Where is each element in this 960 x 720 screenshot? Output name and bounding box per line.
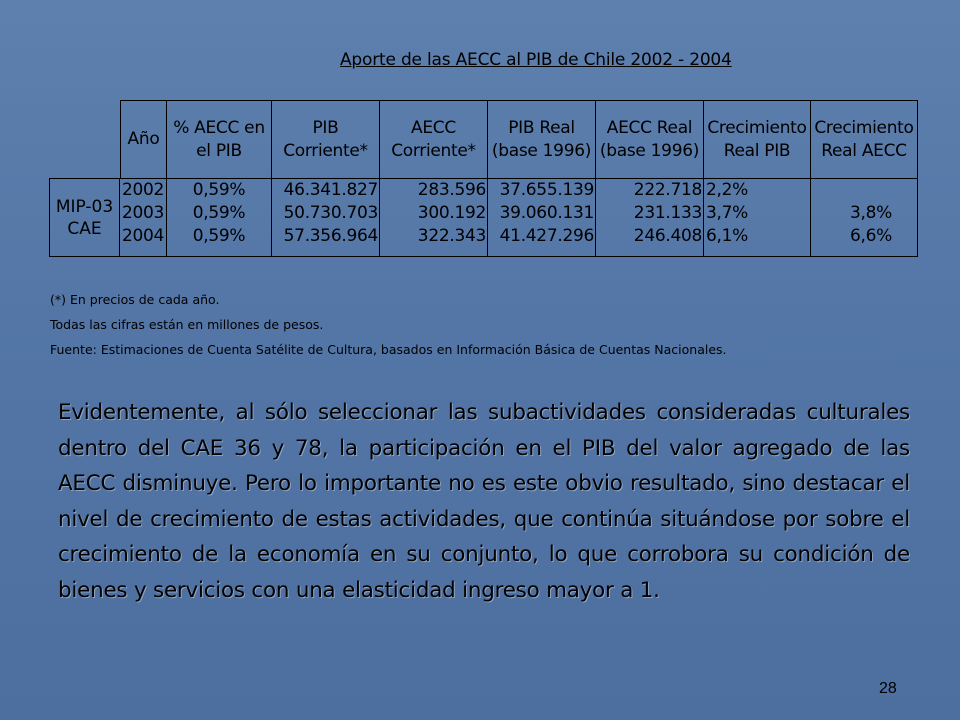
header-pib-real: PIB Real (base 1996) <box>487 100 596 179</box>
cell-pib: 57.356.964 <box>283 226 378 246</box>
column-aecc-real <box>595 178 704 257</box>
header-year: Año <box>120 100 167 179</box>
slide-title: Aporte de las AECC al PIB de Chile 2002 - 2004 <box>340 50 732 70</box>
page-number: 28 <box>879 680 897 697</box>
header-crecimiento-pib: Crecimiento Real PIB <box>703 100 811 179</box>
note-source: Fuente: Estimaciones de Cuenta Satélite de Cultura, basados en Información Básica de Cuentas Nacionales. <box>50 342 727 357</box>
cell-aecc-real: 246.408 <box>633 226 702 246</box>
header-aecc-corriente: AECC Corriente* <box>379 100 488 179</box>
column-pct-aecc <box>166 178 272 257</box>
cell-crec-pib: 2,2% <box>706 180 748 200</box>
note-units: Todas las cifras están en millones de pesos. <box>50 317 324 332</box>
cell-aecc: 322.343 <box>417 226 486 246</box>
cell-crec-pib: 6,1% <box>706 226 748 246</box>
body-paragraph: Evidentemente, al sólo seleccionar las subactividades consideradas culturales dentro del CAE 36 y 78, la participación en el PIB del valor agregado de las AECC disminuye. Pero lo importante no es este obvio resultado, sino destacar el nivel de crecimiento de estas actividades, que continúa situándose por sobre el crecimiento de la economía en su conjunto, lo que corrobora su condición de bienes y servicios con una elasticidad ingreso mayor a 1. <box>58 400 910 603</box>
column-crecimiento-pib <box>703 178 811 257</box>
header-pct-aecc: % AECC en el PIB <box>166 100 272 179</box>
cell-pib-real: 39.060.131 <box>499 203 594 223</box>
cell-crec-aecc: 3,8% <box>850 203 892 223</box>
column-pib-corriente <box>271 178 380 257</box>
note-prices: (*) En precios de cada año. <box>50 292 220 307</box>
column-crecimiento-aecc <box>810 178 918 257</box>
header-pib-corriente: PIB Corriente* <box>271 100 380 179</box>
column-year <box>119 178 167 257</box>
cell-aecc-real: 231.133 <box>633 203 702 223</box>
cell-year: 2004 <box>122 226 165 246</box>
cell-pct: 0,59% <box>192 203 246 223</box>
table-notes <box>50 287 727 362</box>
cell-aecc-real: 222.718 <box>633 180 702 200</box>
cell-crec-aecc <box>811 179 893 202</box>
header-crecimiento-aecc: Crecimiento Real AECC <box>810 100 918 179</box>
cell-pib: 46.341.827 <box>283 180 378 200</box>
row-label-mip: MIP-03 CAE <box>49 178 120 257</box>
cell-pct: 0,59% <box>192 226 246 246</box>
column-pib-real <box>487 178 596 257</box>
cell-crec-aecc: 6,6% <box>850 226 892 246</box>
cell-year: 2003 <box>122 203 165 223</box>
cell-year: 2002 <box>122 180 165 200</box>
cell-pib-real: 41.427.296 <box>499 226 594 246</box>
column-aecc-corriente <box>379 178 488 257</box>
header-aecc-real: AECC Real (base 1996) <box>595 100 704 179</box>
cell-aecc: 300.192 <box>417 203 486 223</box>
cell-pib: 50.730.703 <box>283 203 378 223</box>
cell-crec-pib: 3,7% <box>706 203 748 223</box>
cell-pib-real: 37.655.139 <box>499 180 594 200</box>
cell-pct: 0,59% <box>192 180 246 200</box>
cell-aecc: 283.596 <box>417 180 486 200</box>
